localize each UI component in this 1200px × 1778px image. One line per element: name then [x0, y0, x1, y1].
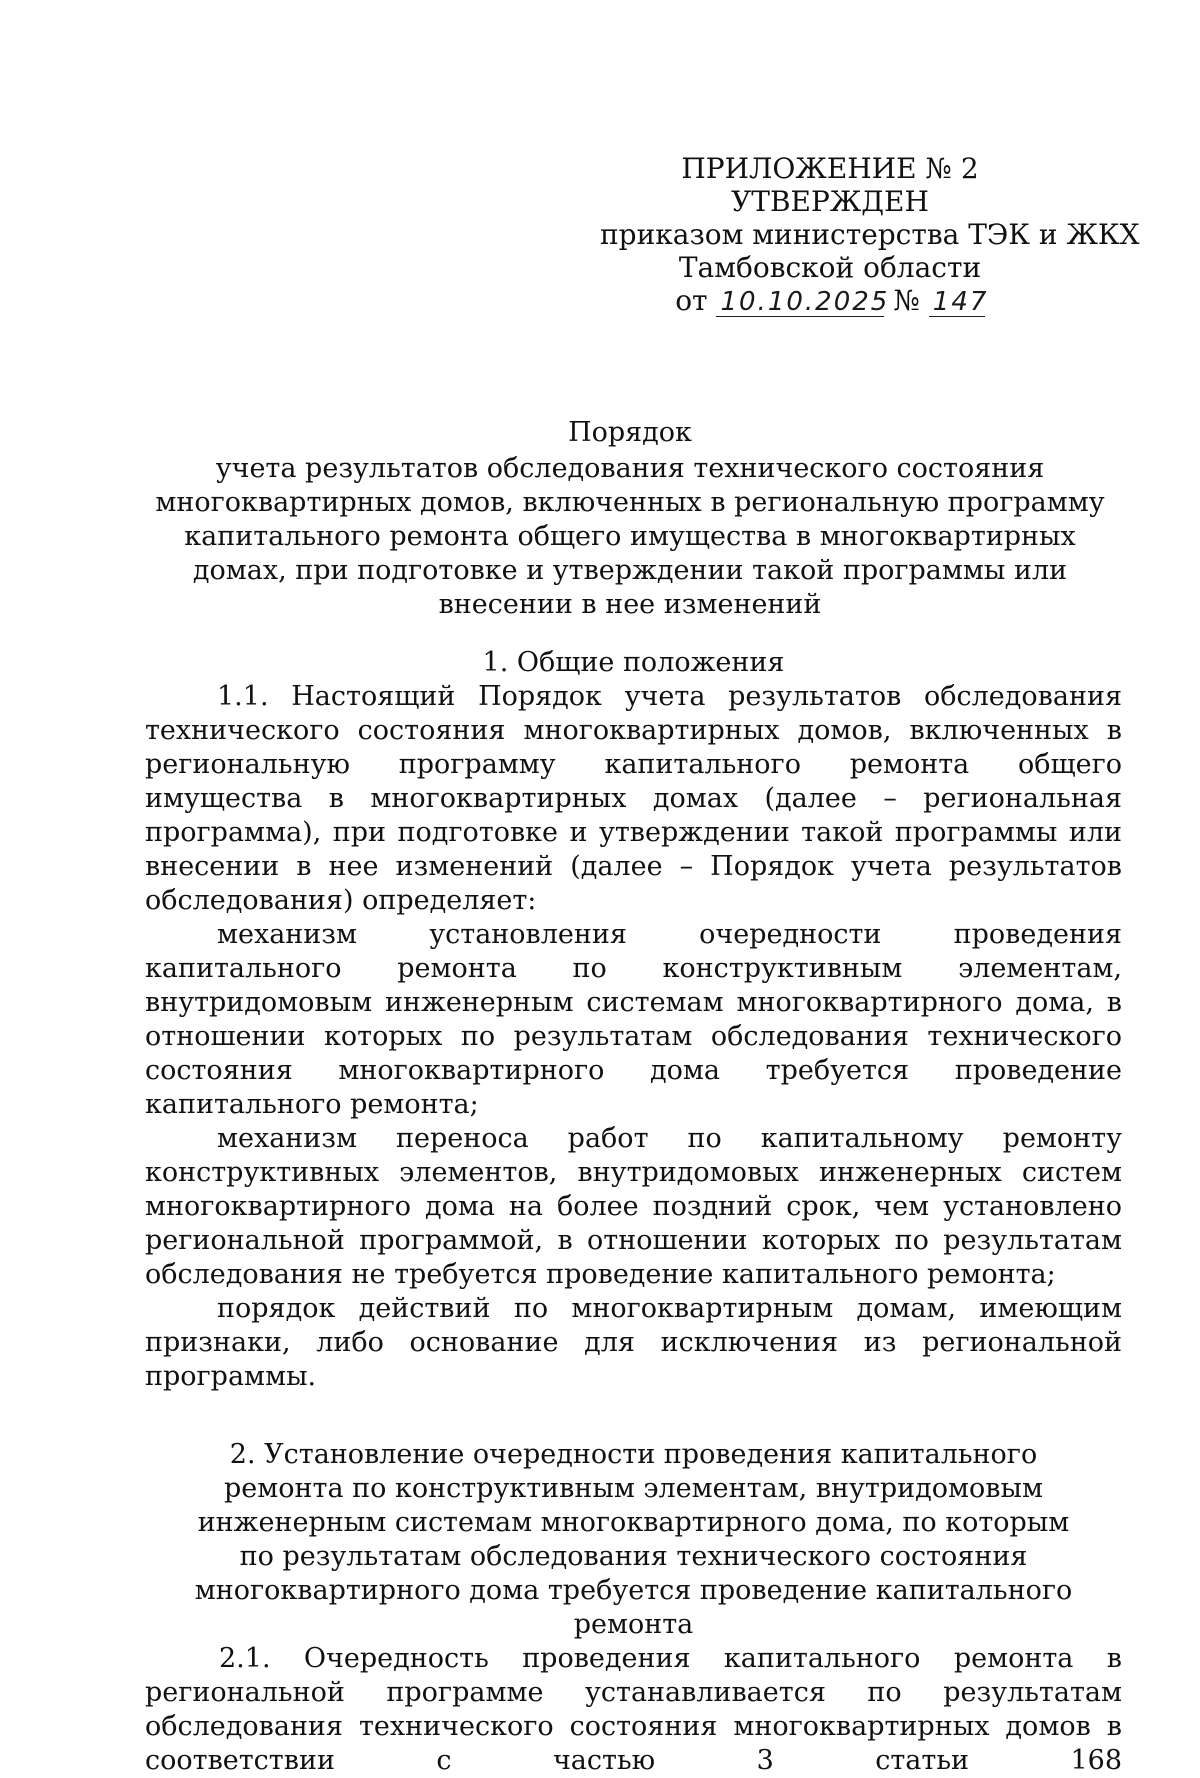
approval-stamp-block [600, 152, 1140, 317]
region-label: Тамбовской области [678, 251, 982, 284]
appendix-label: ПРИЛОЖЕНИЕ № 2 [681, 152, 979, 185]
section-1-paragraph-3: механизм переноса работ по капитальному ремонту конструктивных элементов, внутридомовых инженерных систем многоквартирного дома на более поздний срок, чем установлено региональной программой, в отношении которых по результатам обследования не требуется проведение капитального ремонта; [145, 1123, 1122, 1290]
section-1-paragraph-1: 1.1. Настоящий Порядок учета результатов обследования технического состояния многоквартирных домов, включенных в региональную программу капитального ремонта общего имущества в многоквартирных домах (далее – региональная программа), при подготовке и утверждении такой программы или внесении в нее изменений (далее – Порядок учета результатов обследования) определяет: [145, 681, 1122, 916]
section-1-paragraph-2: механизм установления очередности проведения капитального ремонта по конструктивным элементам, внутридомовым инженерным системам многоквартирного дома, в отношении которых по результатам обследования технического состояния многоквартирного дома требуется проведение капитального ремонта; [145, 919, 1122, 1120]
document-body [145, 646, 1122, 1778]
section-gap [145, 1394, 1122, 1438]
order-label: приказом министерства ТЭК и ЖКХ [600, 218, 1140, 251]
section-1-heading: 1. Общие положения [482, 647, 785, 678]
title-heading: Порядок [568, 417, 692, 448]
section-2-heading: 2. Установление очередности проведения капитального ремонта по конструктивным элементам, внутридомовым инженерным системам многоквартирного дома, по которым по результатам обследования технического состояния многоквартирного дома требуется проведение капитального ремонта [194, 1439, 1073, 1640]
approved-label: УТВЕРЖДЕН [731, 185, 929, 218]
handwritten-number: 147 [929, 288, 985, 317]
document-title [150, 416, 1110, 622]
from-label: от [675, 284, 708, 317]
section-1-paragraph-4: порядок действий по многоквартирным домам, имеющим признаки, либо основание для исключения из региональной программы. [145, 1293, 1122, 1392]
title-subtitle: учета результатов обследования технического состояния многоквартирных домов, включенных в региональную программу капитального ремонта общего имущества в многоквартирных домах, при подготовке и утверждении такой программы или внесении в нее изменений [155, 453, 1105, 620]
handwritten-date: 10.10.2025 [716, 288, 884, 317]
number-label: № [893, 284, 920, 317]
section-2-paragraph-1: 2.1. Очередность проведения капитального ремонта в региональной программе устанавливается по результатам обследования технического состояния многоквартирных домов в соответствии с частью 3 статьи 168 [145, 1643, 1122, 1776]
order-date-line [600, 284, 1060, 317]
